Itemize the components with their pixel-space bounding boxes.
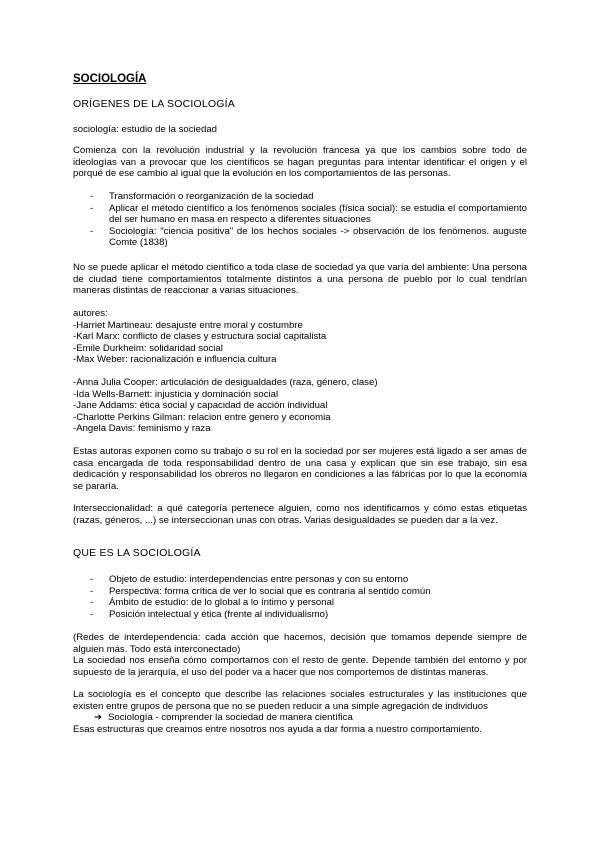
list-item: - Objeto de estudio: interdependencias entre personas y con su entorno	[73, 574, 527, 586]
author-item: -Jane Addams: ética social y capacidad de acción individual	[73, 400, 328, 412]
list-item: - Aplicar el método científico a los fenómenos sociales (física social): se estudia el comportamiento del ser humano en masa en respecto a diferentes situaciones	[73, 203, 527, 226]
section-heading-que-es: QUE ES LA SOCIOLOGÍA	[73, 547, 201, 559]
authors-label: autores:	[73, 308, 108, 319]
arrow-right-icon: ➔	[94, 712, 103, 723]
definition-line: sociología: estudio de la sociedad	[73, 124, 218, 135]
list-item: - Perspectiva: forma crítica de ver lo social que es contraria al sentido común	[73, 586, 527, 598]
paragraph-structures: Esas estructuras que creamos entre nosotros nos ayuda a dar forma a nuestro comportamiento.	[73, 724, 483, 735]
arrow-note-text: Sociología - comprender la sociedad de manera científica	[108, 712, 353, 723]
sociology-aspects-list	[73, 574, 527, 620]
section-heading-origenes: ORÍGENES DE LA SOCIOLOGÍA	[73, 98, 235, 110]
author-item: -Max Weber: racionalización e influencia cultura	[73, 354, 277, 366]
list-item: - Ámbito de estudio: de lo global a lo íntimo y personal	[73, 597, 527, 609]
paragraph-interdependence: (Redes de interdependencia: cada acción que hacemos, decisión que tomamos depende siempre de alguien más. Todo está interconectado)	[73, 632, 527, 655]
list-item: - Posición intelectual y ética (frente al individualismo)	[73, 609, 527, 621]
author-item: -Charlotte Perkins Gilman: relacion entre genero y economia	[73, 411, 331, 423]
paragraph-women-authors: Estas autoras exponen como su trabajo o su rol en la sociedad por ser mujeres está ligado a ser amas de casa encargada de toda responsabilidad dentro de una casa y explican que sin ese trabajo, sin esa dedicación y responsabilidad los obreros no llegaron en condiciones a las fábricas por lo que la economía se pararía.	[73, 446, 527, 492]
paragraph-concept: La sociología es el concepto que describe las relaciones sociales estructurales y las instituciones que existen entre grupos de persona que no se pueden reducir a una simple agregación de individuos	[73, 689, 527, 712]
paragraph-society-teaches: La sociedad nos enseña cómo comportarnos con el resto de gente. Depende también del entorno y por supuesto de la jerarquía, el uso del poder va a hacer que nos comportemos de distintas maneras.	[73, 655, 527, 678]
origins-list	[73, 191, 527, 249]
list-item: - Transformación o reorganización de la sociedad	[73, 191, 527, 203]
author-item: -Harriet Martineau: desajuste entre moral y costumbre	[73, 319, 303, 331]
author-item: -Emile Durkheim: solidaridad social	[73, 342, 223, 354]
paragraph-intro: Comienza con la revolución industrial y la revolución francesa ya que los cambios sobre todo de ideologías van a provocar que los científicos se hagan preguntas para intentar identificar el origen y el porqué de ese cambio al igual que la evolución en los comportamientos de las personas.	[73, 145, 527, 180]
authors-list-1	[73, 308, 527, 366]
author-item: -Anna Julia Cooper: articulación de desigualdades (raza, género, clase)	[73, 377, 378, 388]
list-item: - Sociología: "ciencia positiva" de los hechos sociales -> observación de los fenómenos. auguste Comte (1838)	[73, 226, 527, 249]
page-title: SOCIOLOGÍA	[73, 73, 147, 85]
author-item: -Angela Davis: feminismo y raza	[73, 423, 211, 435]
arrow-note	[73, 712, 548, 724]
paragraph-method: No se puede aplicar el método científico a toda clase de sociedad ya que varía del ambiente: Una persona de ciudad tiene comportamientos totalmente distintos a una persona de pueblo por lo cual tendrían maneras distintas de reaccionar a varias situaciones.	[73, 262, 527, 297]
author-item: -Ida Wells-Barnett: injusticia y dominación social	[73, 388, 279, 400]
paragraph-intersectionality: Interseccionalidad: a qué categoría pertenece alguien, como nos identificamos y cómo estas etiquetas (razas, géneros, ...) se interseccionan unas con otras. Varias desigualdades se pueden dar a la vez.	[73, 503, 527, 526]
author-item: -Karl Marx: conflicto de clases y estructura social capitalista	[73, 331, 327, 343]
authors-list-2	[73, 377, 527, 435]
